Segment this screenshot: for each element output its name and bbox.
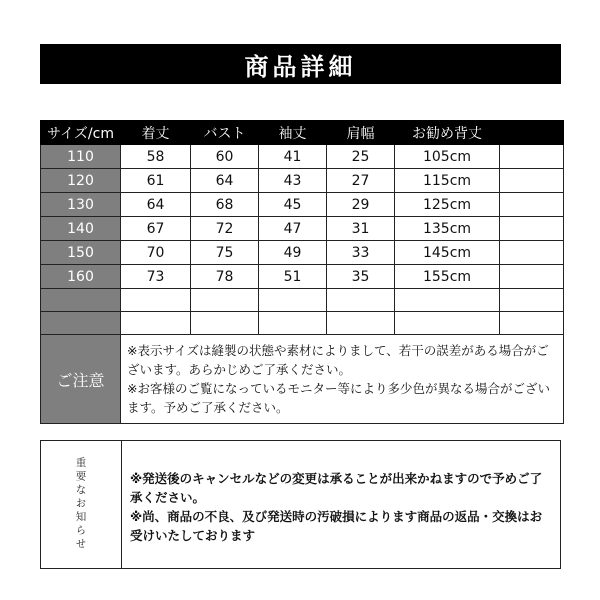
blank-cell (500, 193, 564, 217)
height-cell: 105cm (395, 145, 500, 169)
length-cell: 64 (121, 193, 191, 217)
size-cell: 160 (41, 265, 121, 289)
table-row (41, 193, 564, 217)
blank-cell (500, 169, 564, 193)
height-cell: 115cm (395, 169, 500, 193)
header-shoulder: 肩幅 (327, 121, 395, 145)
height-cell: 155cm (395, 265, 500, 289)
size-cell: 130 (41, 193, 121, 217)
notice-text (122, 441, 560, 568)
empty-cell (327, 312, 395, 335)
table-row (41, 265, 564, 289)
empty-cell (41, 289, 121, 312)
table-row (41, 217, 564, 241)
shoulder-cell: 29 (327, 193, 395, 217)
empty-cell (259, 289, 327, 312)
table-row (41, 145, 564, 169)
shoulder-cell: 31 (327, 217, 395, 241)
caution-line-2: ※お客様のご覧になっているモニター等により多少色が異なる場合がございます。予めご了承ください。 (127, 381, 550, 415)
bust-cell: 64 (191, 169, 259, 193)
caution-row (41, 335, 564, 424)
size-cell: 150 (41, 241, 121, 265)
header-blank (500, 121, 564, 145)
notice-label: 重要なお知らせ (74, 457, 87, 552)
table-row (41, 241, 564, 265)
empty-cell (327, 289, 395, 312)
empty-cell (41, 312, 121, 335)
empty-cell (500, 312, 564, 335)
sleeve-cell: 49 (259, 241, 327, 265)
blank-cell (500, 217, 564, 241)
empty-row (41, 312, 564, 335)
notice-label-cell (41, 441, 122, 568)
caution-line-1: ※表示サイズは縫製の状態や素材によりまして、若干の誤差がある場合がございます。あらかじめご了承ください。 (127, 343, 549, 377)
height-cell: 125cm (395, 193, 500, 217)
shoulder-cell: 35 (327, 265, 395, 289)
bust-cell: 78 (191, 265, 259, 289)
empty-cell (191, 289, 259, 312)
height-cell: 145cm (395, 241, 500, 265)
length-cell: 70 (121, 241, 191, 265)
header-sleeve: 袖丈 (259, 121, 327, 145)
shoulder-cell: 33 (327, 241, 395, 265)
blank-cell (500, 241, 564, 265)
notice-box (40, 440, 561, 569)
length-cell: 61 (121, 169, 191, 193)
caution-label: ご注意 (41, 335, 121, 424)
blank-cell (500, 145, 564, 169)
height-cell: 135cm (395, 217, 500, 241)
bust-cell: 68 (191, 193, 259, 217)
bust-cell: 75 (191, 241, 259, 265)
header-bust: バスト (191, 121, 259, 145)
bust-cell: 72 (191, 217, 259, 241)
sleeve-cell: 47 (259, 217, 327, 241)
empty-cell (395, 312, 500, 335)
length-cell: 58 (121, 145, 191, 169)
empty-cell (259, 312, 327, 335)
shoulder-cell: 27 (327, 169, 395, 193)
notice-line-1: ※発送後のキャンセルなどの変更は承ることが出来かねますので予めご了承ください。 (130, 471, 543, 505)
sleeve-cell: 45 (259, 193, 327, 217)
size-cell: 140 (41, 217, 121, 241)
size-cell: 120 (41, 169, 121, 193)
empty-cell (191, 312, 259, 335)
empty-cell (500, 289, 564, 312)
notice-line-2: ※尚、商品の不良、及び発送時の汚破損によります商品の返品・交換はお受けいたしております (130, 509, 543, 543)
caution-text (121, 335, 564, 424)
size-cell: 110 (41, 145, 121, 169)
size-table-header-row (41, 121, 564, 145)
empty-cell (121, 289, 191, 312)
page-title: 商品詳細 (40, 44, 561, 84)
table-row (41, 169, 564, 193)
bust-cell: 60 (191, 145, 259, 169)
shoulder-cell: 25 (327, 145, 395, 169)
sleeve-cell: 51 (259, 265, 327, 289)
sleeve-cell: 43 (259, 169, 327, 193)
blank-cell (500, 265, 564, 289)
header-size: サイズ/cm (41, 121, 121, 145)
size-table (40, 120, 564, 424)
header-length: 着丈 (121, 121, 191, 145)
empty-cell (121, 312, 191, 335)
length-cell: 73 (121, 265, 191, 289)
empty-row (41, 289, 564, 312)
length-cell: 67 (121, 217, 191, 241)
header-recommended-height: お勧め背丈 (395, 121, 500, 145)
sleeve-cell: 41 (259, 145, 327, 169)
empty-cell (395, 289, 500, 312)
